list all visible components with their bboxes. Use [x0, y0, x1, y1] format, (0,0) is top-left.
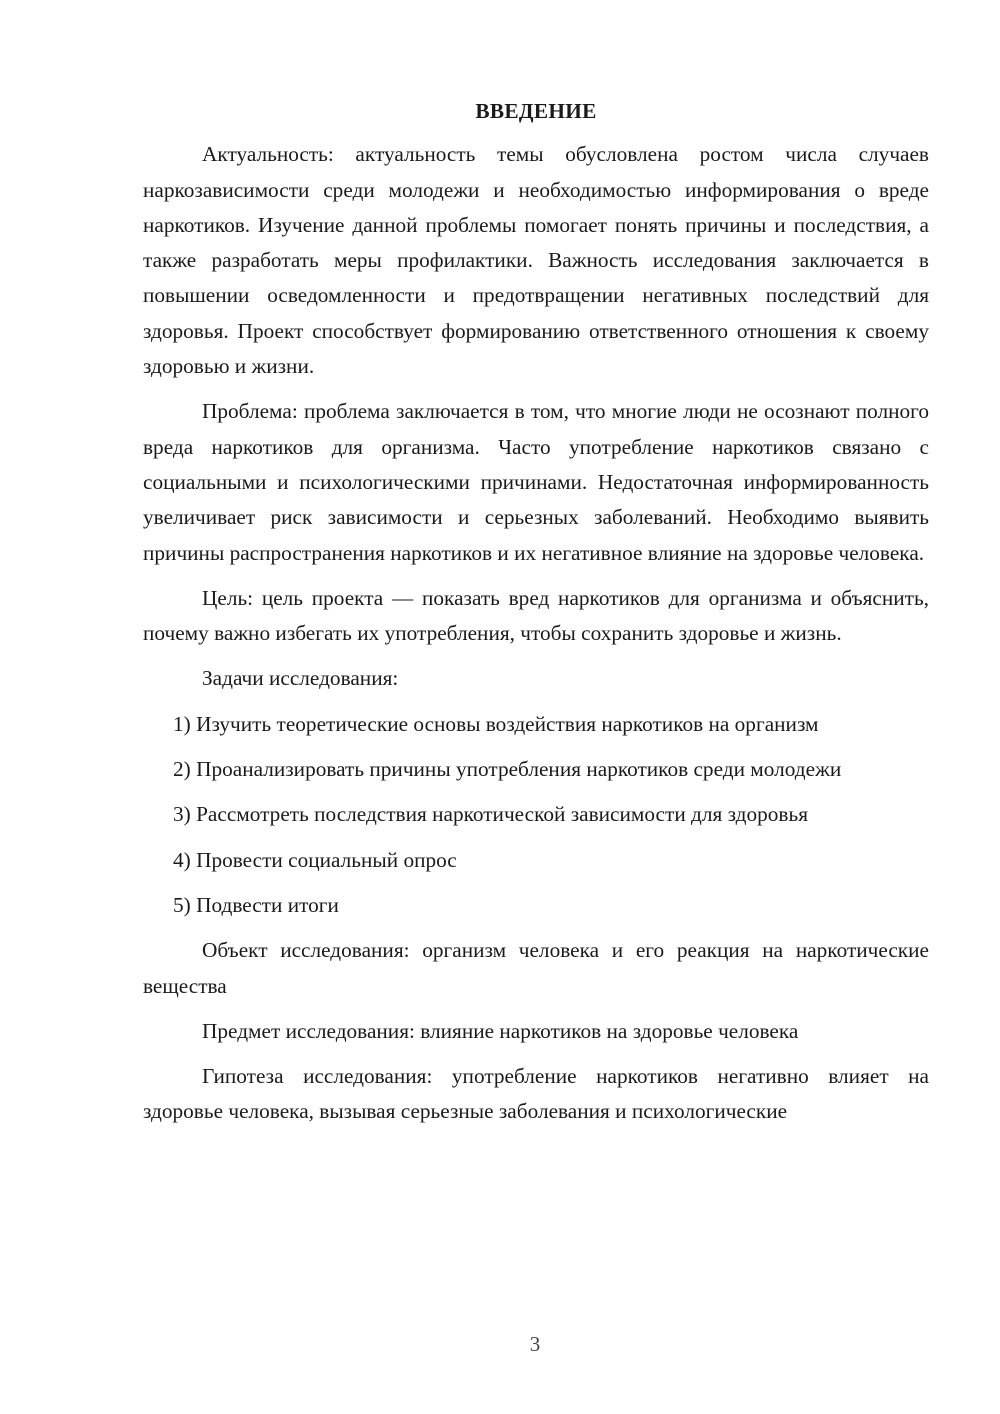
task-item-4: 4) Провести социальный опрос [173, 847, 457, 872]
paragraph-relevance: Актуальность: актуальность темы обусловлена ростом числа случаев наркозависимости среди молодежи и необходимостью информирования о вреде наркотиков. Изучение данной проблемы помогает понять причины и последствия, а также разработать меры профилактики. Важность исследования заключается в повышении осведомленности и предотвращении негативных последствий для здоровья. Проект способствует формированию ответственного отношения к своему здоровью и жизни. [143, 142, 929, 379]
task-item-5: 5) Подвести итоги [173, 892, 339, 917]
paragraph-subject: Предмет исследования: влияние наркотиков на здоровье человека [202, 1018, 799, 1043]
paragraph-hypothesis: Гипотеза исследования: употребление наркотиков негативно влияет на здоровье человека, вызывая серьезные заболевания и психологические [143, 1064, 929, 1124]
paragraph-object: Объект исследования: организм человека и его реакция на наркотические вещества [143, 938, 929, 998]
paragraph-tasks-heading: Задачи исследования: [202, 666, 399, 691]
paragraph-goal: Цель: цель проекта — показать вред наркотиков для организма и объяснить, почему важно избегать их употребления, чтобы сохранить здоровье и жизнь. [143, 585, 929, 646]
paragraph-problem: Проблема: проблема заключается в том, что многие люди не осознают полного вреда наркотиков для организма. Часто употребление наркотиков связано с социальными и психологическими причинами. Недостаточная информированность увеличивает риск зависимости и серьезных заболеваний. Необходимо выявить причины распространения наркотиков и их негативное влияние на здоровье человека. [143, 399, 929, 565]
task-item-2: 2) Проанализировать причины употребления наркотиков среди молодежи [173, 757, 842, 782]
task-item-1: 1) Изучить теоретические основы воздействия наркотиков на организм [173, 711, 819, 736]
document-body [143, 94, 929, 1140]
page-number: 3 [529, 1332, 541, 1356]
task-item-3: 3) Рассмотреть последствия наркотической зависимости для здоровья [173, 802, 808, 827]
section-title: ВВЕДЕНИЕ [475, 99, 597, 123]
